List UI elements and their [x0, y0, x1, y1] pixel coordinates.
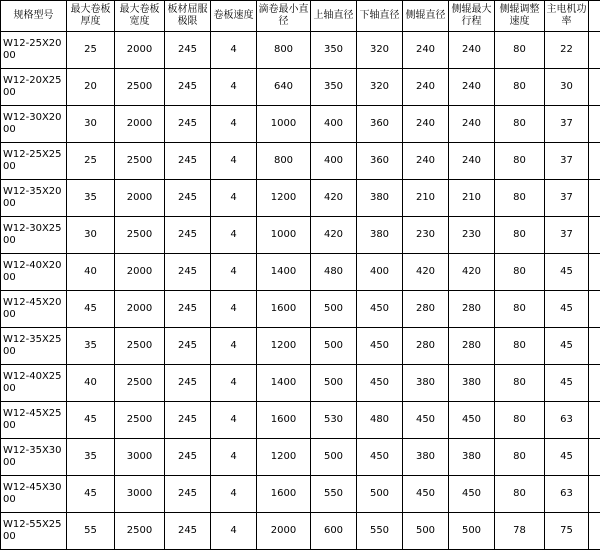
table-cell: 380: [449, 365, 495, 402]
table-cell: 35: [67, 180, 115, 217]
column-header-min-diameter: 滴卷最小直径: [257, 1, 311, 32]
table-cell: 245: [165, 32, 211, 69]
table-cell: 35: [67, 439, 115, 476]
table-cell: 4: [211, 32, 257, 69]
column-header-rolling-speed: 卷板速度: [211, 1, 257, 32]
table-cell: 2500: [115, 513, 165, 550]
table-cell: 245: [165, 476, 211, 513]
table-cell-spacer: [589, 513, 600, 550]
table-cell: 380: [449, 439, 495, 476]
table-cell: 240: [449, 143, 495, 180]
table-cell: 550: [357, 513, 403, 550]
cell-model: W12-35X2000: [1, 180, 67, 217]
table-cell: 78: [495, 513, 545, 550]
table-cell: 25: [67, 143, 115, 180]
table-cell: 45: [545, 328, 589, 365]
table-cell: 1400: [257, 365, 311, 402]
table-cell: 800: [257, 32, 311, 69]
table-cell: 3000: [115, 476, 165, 513]
table-row: [1, 254, 600, 291]
table-cell: 420: [449, 254, 495, 291]
table-cell: 240: [403, 69, 449, 106]
table-cell: 210: [449, 180, 495, 217]
table-header-row: [1, 1, 600, 32]
table-cell-spacer: [589, 291, 600, 328]
cell-model: W12-40X2000: [1, 254, 67, 291]
cell-model: W12-25X2500: [1, 143, 67, 180]
table-cell: 2000: [115, 32, 165, 69]
table-cell: 80: [495, 439, 545, 476]
table-cell: 500: [403, 513, 449, 550]
table-cell: 380: [403, 365, 449, 402]
table-cell: 240: [449, 69, 495, 106]
table-cell: 45: [67, 476, 115, 513]
table-cell: 40: [67, 365, 115, 402]
cell-model: W12-40X2500: [1, 365, 67, 402]
table-cell: 4: [211, 328, 257, 365]
table-cell: 2500: [115, 143, 165, 180]
table-cell: 450: [357, 291, 403, 328]
table-cell: 4: [211, 402, 257, 439]
table-cell: 1600: [257, 476, 311, 513]
table-cell: 1600: [257, 291, 311, 328]
table-cell-spacer: [589, 328, 600, 365]
column-header-upper-roller-diameter: 上轴直径: [311, 1, 357, 32]
table-cell: 245: [165, 365, 211, 402]
column-header-side-roller-max-travel: 侧辊最大行程: [449, 1, 495, 32]
table-cell: 450: [403, 402, 449, 439]
table-cell: 55: [67, 513, 115, 550]
column-header-yield-limit: 板材屈服极限: [165, 1, 211, 32]
table-cell-spacer: [589, 180, 600, 217]
table-cell: 75: [545, 513, 589, 550]
table-cell: 2000: [257, 513, 311, 550]
table-cell: 30: [67, 217, 115, 254]
table-cell: 230: [403, 217, 449, 254]
table-cell: 380: [357, 180, 403, 217]
table-cell: 800: [257, 143, 311, 180]
table-row: [1, 291, 600, 328]
table-cell: 450: [449, 476, 495, 513]
column-header-side-roller-diameter: 侧辊直径: [403, 1, 449, 32]
table-cell: 245: [165, 402, 211, 439]
table-cell: 4: [211, 143, 257, 180]
table-cell: 380: [403, 439, 449, 476]
table-cell: 35: [67, 328, 115, 365]
table-row: [1, 513, 600, 550]
table-row: [1, 143, 600, 180]
table-cell: 80: [495, 69, 545, 106]
table-cell: 280: [449, 291, 495, 328]
table-cell: 450: [449, 402, 495, 439]
table-cell: 1000: [257, 106, 311, 143]
table-cell: 240: [403, 32, 449, 69]
table-cell: 500: [449, 513, 495, 550]
table-cell: 450: [357, 365, 403, 402]
table-cell: 230: [449, 217, 495, 254]
table-cell: 4: [211, 217, 257, 254]
table-cell-spacer: [589, 402, 600, 439]
cell-model: W12-25X2000: [1, 32, 67, 69]
table-cell: 80: [495, 328, 545, 365]
table-cell: 30: [67, 106, 115, 143]
table-cell: 360: [357, 143, 403, 180]
table-cell: 1200: [257, 328, 311, 365]
table-cell: 4: [211, 439, 257, 476]
table-cell: 80: [495, 365, 545, 402]
table-cell: 1600: [257, 402, 311, 439]
table-cell: 320: [357, 69, 403, 106]
table-cell: 350: [311, 32, 357, 69]
table-cell: 80: [495, 106, 545, 143]
table-cell: 420: [311, 180, 357, 217]
column-header-spacer: [589, 1, 600, 32]
table-cell: 20: [67, 69, 115, 106]
table-cell: 45: [545, 439, 589, 476]
cell-model: W12-30X2500: [1, 217, 67, 254]
table-cell: 45: [545, 365, 589, 402]
table-cell: 40: [67, 254, 115, 291]
table-cell: 4: [211, 69, 257, 106]
table-cell: 4: [211, 106, 257, 143]
table-cell-spacer: [589, 217, 600, 254]
table-cell: 450: [357, 328, 403, 365]
table-cell-spacer: [589, 69, 600, 106]
table-row: [1, 439, 600, 476]
table-cell: 37: [545, 106, 589, 143]
table-cell: 280: [403, 291, 449, 328]
cell-model: W12-45X2000: [1, 291, 67, 328]
table-cell: 2000: [115, 291, 165, 328]
table-cell: 1000: [257, 217, 311, 254]
table-cell: 80: [495, 254, 545, 291]
table-cell: 2500: [115, 217, 165, 254]
table-cell: 450: [357, 439, 403, 476]
cell-model: W12-55X2500: [1, 513, 67, 550]
table-cell: 280: [403, 328, 449, 365]
table-cell: 350: [311, 69, 357, 106]
table-cell: 1200: [257, 180, 311, 217]
table-cell: 63: [545, 476, 589, 513]
table-cell: 2000: [115, 180, 165, 217]
cell-model: W12-35X2500: [1, 328, 67, 365]
table-cell: 400: [311, 106, 357, 143]
table-cell: 4: [211, 476, 257, 513]
cell-model: W12-30X2000: [1, 106, 67, 143]
table-cell: 240: [403, 106, 449, 143]
table-cell: 4: [211, 291, 257, 328]
table-cell: 380: [357, 217, 403, 254]
table-cell: 245: [165, 180, 211, 217]
table-cell: 45: [67, 402, 115, 439]
table-cell: 4: [211, 365, 257, 402]
table-cell-spacer: [589, 32, 600, 69]
table-cell: 500: [357, 476, 403, 513]
table-cell-spacer: [589, 439, 600, 476]
table-cell: 63: [545, 402, 589, 439]
table-cell: 45: [545, 291, 589, 328]
table-cell-spacer: [589, 365, 600, 402]
table-row: [1, 328, 600, 365]
cell-model: W12-45X2500: [1, 402, 67, 439]
column-header-max-thickness: 最大卷板厚度: [67, 1, 115, 32]
table-cell: 600: [311, 513, 357, 550]
column-header-max-width: 最大卷板宽度: [115, 1, 165, 32]
table-cell: 240: [403, 143, 449, 180]
table-cell: 530: [311, 402, 357, 439]
table-cell: 80: [495, 143, 545, 180]
table-cell: 4: [211, 254, 257, 291]
table-cell: 80: [495, 180, 545, 217]
table-cell: 245: [165, 328, 211, 365]
table-cell: 240: [449, 32, 495, 69]
table-cell: 80: [495, 402, 545, 439]
table-row: [1, 32, 600, 69]
table-body: [1, 32, 600, 550]
table-cell: 400: [357, 254, 403, 291]
table-cell: 80: [495, 217, 545, 254]
table-cell: 2500: [115, 402, 165, 439]
table-row: [1, 180, 600, 217]
table-cell: 500: [311, 439, 357, 476]
table-cell: 500: [311, 328, 357, 365]
column-header-model: 规格型号: [1, 1, 67, 32]
cell-model: W12-45X3000: [1, 476, 67, 513]
table-cell: 2500: [115, 328, 165, 365]
table-cell: 320: [357, 32, 403, 69]
table-cell: 3000: [115, 439, 165, 476]
table-cell: 2500: [115, 365, 165, 402]
table-cell: 480: [357, 402, 403, 439]
table-header: [1, 1, 600, 32]
table-cell: 30: [545, 69, 589, 106]
table-cell-spacer: [589, 254, 600, 291]
table-cell: 400: [311, 143, 357, 180]
table-cell: 550: [311, 476, 357, 513]
table-cell: 245: [165, 254, 211, 291]
table-cell: 1400: [257, 254, 311, 291]
table-row: [1, 106, 600, 143]
column-header-side-roller-adjust-speed: 侧辊调整速度: [495, 1, 545, 32]
table-cell: 360: [357, 106, 403, 143]
table-cell: 245: [165, 106, 211, 143]
table-cell: 37: [545, 143, 589, 180]
table-cell: 4: [211, 513, 257, 550]
table-cell: 2000: [115, 254, 165, 291]
table-cell: 37: [545, 180, 589, 217]
table-cell-spacer: [589, 143, 600, 180]
table-cell: 210: [403, 180, 449, 217]
table-cell: 245: [165, 513, 211, 550]
column-header-lower-roller-diameter: 下轴直径: [357, 1, 403, 32]
table-row: [1, 402, 600, 439]
table-cell: 2500: [115, 69, 165, 106]
table-cell: 480: [311, 254, 357, 291]
table-cell: 45: [545, 254, 589, 291]
table-cell: 45: [67, 291, 115, 328]
table-row: [1, 476, 600, 513]
table-cell: 80: [495, 32, 545, 69]
table-cell: 245: [165, 439, 211, 476]
cell-model: W12-35X3000: [1, 439, 67, 476]
table-cell: 2000: [115, 106, 165, 143]
table-cell: 240: [449, 106, 495, 143]
table-cell: 22: [545, 32, 589, 69]
table-cell: 245: [165, 143, 211, 180]
column-header-main-motor-power: 主电机功率: [545, 1, 589, 32]
table-row: [1, 69, 600, 106]
table-cell: 80: [495, 291, 545, 328]
table-cell: 500: [311, 365, 357, 402]
cell-model: W12-20X2500: [1, 69, 67, 106]
table-cell-spacer: [589, 106, 600, 143]
table-cell: 245: [165, 291, 211, 328]
table-cell: 37: [545, 217, 589, 254]
table-cell: 80: [495, 476, 545, 513]
table-cell: 25: [67, 32, 115, 69]
table-row: [1, 217, 600, 254]
table-cell: 420: [403, 254, 449, 291]
table-cell: 245: [165, 69, 211, 106]
table-cell: 280: [449, 328, 495, 365]
table-cell: 500: [311, 291, 357, 328]
table-cell: 4: [211, 180, 257, 217]
table-cell-spacer: [589, 476, 600, 513]
table-cell: 1200: [257, 439, 311, 476]
table-cell: 420: [311, 217, 357, 254]
table-cell: 640: [257, 69, 311, 106]
table-row: [1, 365, 600, 402]
table-cell: 245: [165, 217, 211, 254]
table-cell: 450: [403, 476, 449, 513]
